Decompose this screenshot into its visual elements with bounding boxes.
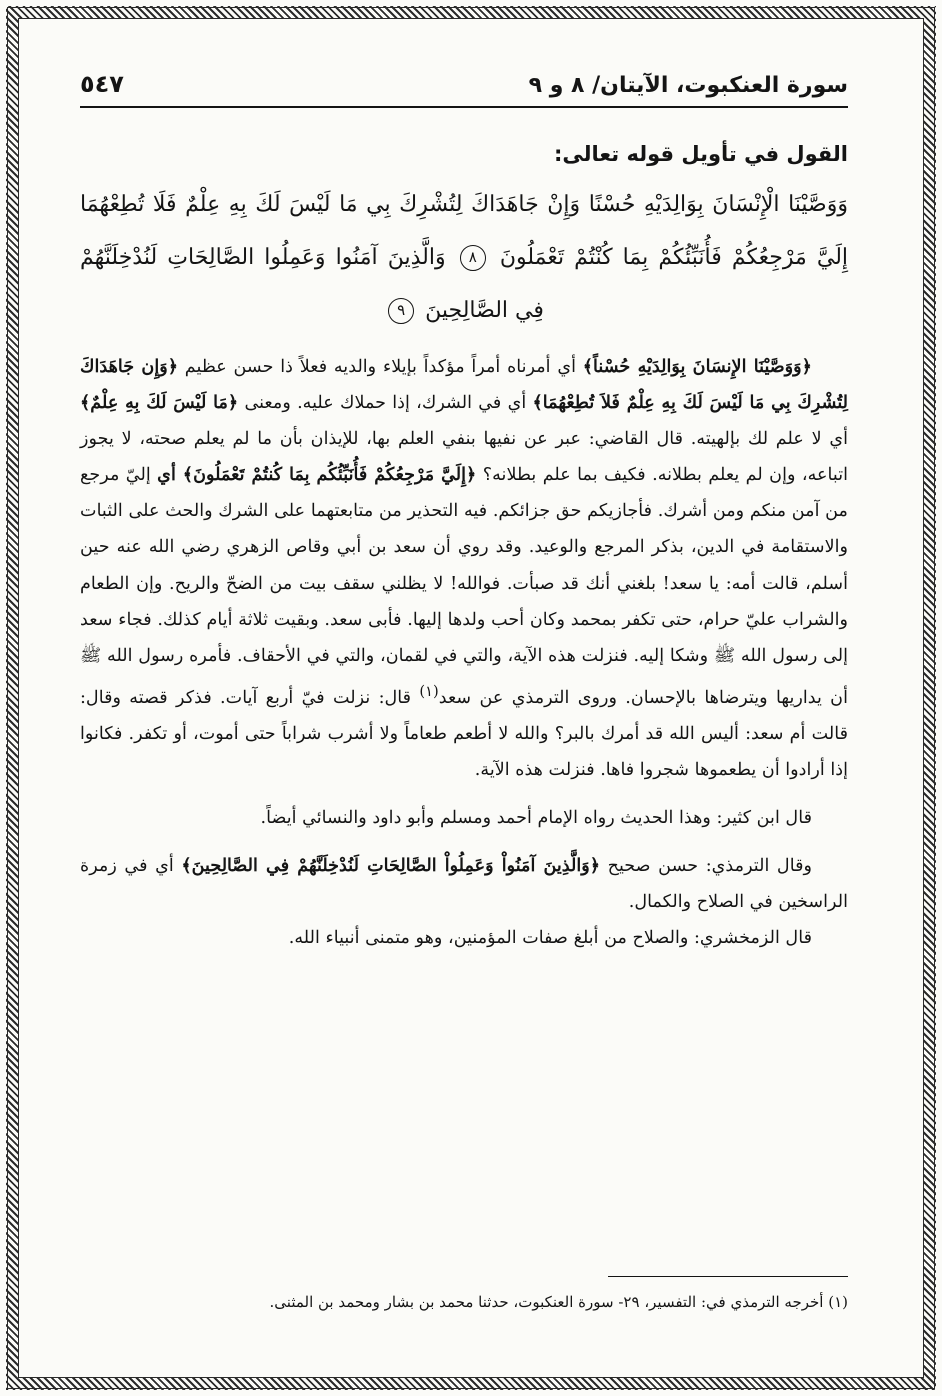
running-header [80,70,848,108]
text-run: أي لا علم لك بإلهيته. قال القاضي: عبر عن نفيها بنفي العلم بها، للإيذان بأن ما لم يعلم صحته، لا يجوز اتباعه، وإن لم يعلم بطلانه. فكيف بما علم بطلانه؟ [80,429,848,486]
page-number: ٥٤٧ [80,70,124,98]
quran-quote: ﴿مَا لَيْسَ لَكَ بِهِ عِلْمٌ﴾ [80,392,239,414]
footnote: (١) أخرجه الترمذي في: التفسير، ٢٩- سورة العنكبوت، حدثنا محمد بن بشار ومحمد بن المثنى. [269,1293,848,1311]
quran-quote: ﴿إِلَيَّ مَرْجِعُكُمْ فَأُنَبِّئُكُم بِمَا كُنتُمْ تَعْمَلُونَ﴾ أي [157,464,477,486]
book-page [80,70,848,1340]
verse-number-marker: ٩ [388,298,414,324]
verse-number-marker: ٨ [460,245,486,271]
text-run: قال ابن كثير: وهذا الحديث رواه الإمام أحمد ومسلم وأبو داود والنسائي أيضاً. [260,807,812,828]
quran-verse-block [80,178,848,337]
commentary-paragraph [80,920,848,956]
quran-quote: ﴿وَالَّذِينَ آمَنُواْ وَعَمِلُواْ الصَّالِحَاتِ لَنُدْخِلَنَّهُمْ فِي الصَّالِحِينَ﴾ [181,855,601,877]
running-title: سورة العنكبوت، الآيتان/ ٨ و ٩ [528,73,848,98]
commentary-paragraph [80,800,848,836]
text-run: قال: نزلت فيّ أربع آيات. فذكر قصته وقال: قالت أم سعد: أليس الله قد أمرك بالبر؟ والله لا أطعم طعاماً ولا أشرب شراباً حتى أموت، أو تكفر. فكانوا إذا أرادوا أن يطعموها شجروا فاها. فنزلت هذه الآية. [80,687,848,780]
text-run: وقال الترمذي: حسن صحيح [600,856,812,877]
text-run: أي أمرناه أمراً مؤكداً بإيلاء والديه فعلاً ذا حسن عظيم [178,357,583,377]
verse-text-2: وَالَّذِينَ آمَنُوا وَعَمِلُوا الصَّالِحَاتِ لَنُدْخِلَنَّهُمْ فِي الصَّالِحِينَ [80,245,544,323]
section-heading: القول في تأويل قوله تعالى: [554,142,848,166]
text-run: أي في الشرك، إذا حملاك عليه. ومعنى [238,393,533,414]
commentary-paragraph [80,349,848,788]
footnote-separator [608,1276,848,1277]
footnote-reference[interactable]: (١) [419,682,439,700]
text-run: إليّ مرجع من آمن منكم ومن أشرك. فأجازيكم حق جزائكم. فيه التحذير من متابعتهما على الشرك والحث على الثبات والاستقامة في الدين، بذكر المرجع والوعيد. وقد روي أن سعد بن أبي وقاص الزهري رضي الله عنه حين أسلم، قالت أمه: يا سعد! بلغني أنك قد صبأت. فوالله! لا يظلني سقف بيت من الضحّ والريح. وإن الطعام والشراب عليّ حرام، حتى تكفر بمحمد وكان أحب ولدها إليها. فأبى سعد. وبقيت ثلاثة أيام كذلك. فجاء سعد إلى رسول الله ﷺ وشكا إليه. فنزلت هذه الآية، والتي في لقمان، والتي في الأحقاف. فأمره رسول الله ﷺ أن يداريها ويترضاها بالإحسان. وروى الترمذي عن سعد [80,465,848,708]
commentary-paragraph [80,848,848,920]
verse-text-1: وَوَصَّيْنَا الْإِنْسَانَ بِوَالِدَيْهِ حُسْنًا وَإِنْ جَاهَدَاكَ لِتُشْرِكَ بِي مَا لَيْسَ لَكَ بِهِ عِلْمٌ فَلَا تُطِعْهُمَا إِلَيَّ مَرْجِعُكُمْ فَأُنَبِّئُكُمْ بِمَا كُنْتُمْ تَعْمَلُونَ [80,192,849,270]
text-run: قال الزمخشري: والصلاح من أبلغ صفات المؤمنين، وهو متمنى أنبياء الله. [288,928,812,949]
quran-quote: ﴿وَإِن جَاهَدَاكَ لِتُشْرِكَ بِي مَا لَيْسَ لَكَ بِهِ عِلْمٌ فَلاَ تُطِعْهُمَا﴾ [80,356,849,414]
text-run: أي في زمرة الراسخين في الصلاح والكمال. [80,856,848,913]
quran-quote: ﴿وَوَصَّيْنَا الإِنسَانَ بِوَالِدَيْهِ حُسْناً﴾ [582,356,812,377]
